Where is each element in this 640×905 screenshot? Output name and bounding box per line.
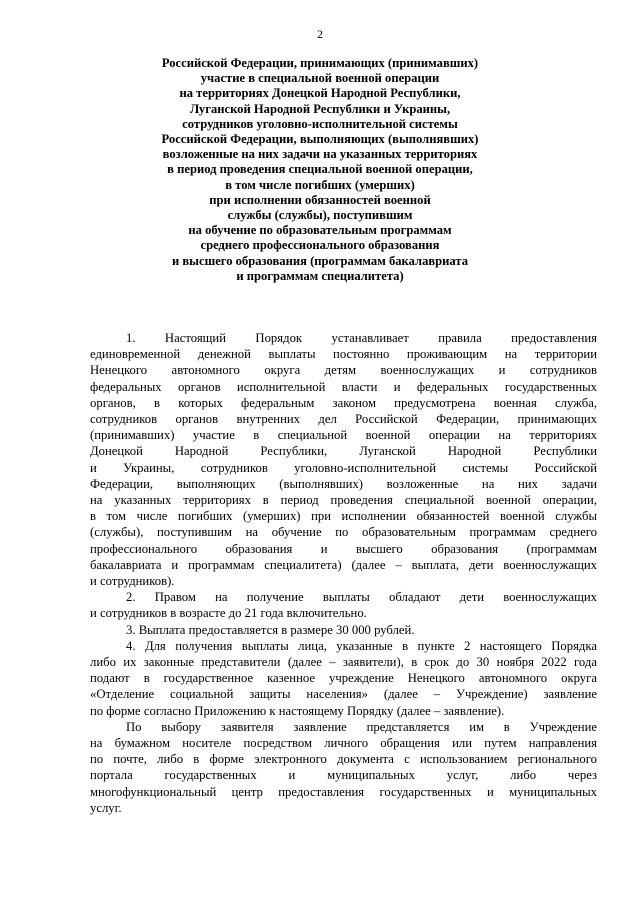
text-line: либо их законные представители (далее – заявители), в срок до 30 ноября 2022 года (90, 655, 597, 670)
text-line: 3. Выплата предоставляется в размере 30 000 рублей. (126, 622, 415, 637)
paragraph-1 (90, 330, 597, 589)
text-line: услуг. (90, 800, 122, 815)
title-line: Российской Федерации, выполняющих (выполнявших) (161, 132, 479, 147)
text-line: на указанных территориях в период проведения специальной военной операции, (90, 493, 597, 508)
text-line: и сотрудников в возрасте до 21 года включительно. (90, 606, 367, 621)
paragraph-3 (90, 622, 597, 638)
text-line: и сотрудников). (90, 574, 175, 589)
text-line: По выбору заявителя заявление представляется им в Учреждение (126, 719, 597, 734)
text-line: сотрудников органов внутренних дел Российской Федерации, принимающих (90, 412, 597, 427)
text-line: Ненецкого автономного округа детям военнослужащих и сотрудников (90, 363, 597, 378)
text-line: (принимавших) участие в специальной военной операции на территориях (90, 428, 597, 443)
title-line: на обучение по образовательным программам (188, 223, 452, 238)
title-line: и высшего образования (программам бакалавриата (171, 253, 469, 268)
text-line: бакалавриата и программам специалитета) (далее – выплата, дети военнослужащих (90, 557, 597, 572)
text-line: по почте, либо в форме электронного документа с использованием регионального (90, 752, 597, 767)
title-line: Российской Федерации, принимающих (принимавших) (161, 56, 479, 70)
title-line: и программам специалитета) (236, 268, 404, 283)
text-line: в том числе погибших (умерших) при исполнении обязанностей военной службы (90, 509, 597, 524)
text-line: многофункциональный центр предоставления государственных и муниципальных (90, 784, 597, 799)
text-line: 1. Настоящий Порядок устанавливает правила предоставления (126, 331, 597, 345)
text-line: Федерации, выполняющих (выполнявших) возложенные на них задачи (90, 476, 597, 491)
title-line: в период проведения специальной военной операции, (167, 162, 473, 177)
title-line: при исполнении обязанностей военной (209, 192, 431, 207)
paragraph-4 (90, 638, 597, 719)
title-line: на территориях Донецкой Народной Республики, (179, 86, 461, 101)
text-line: (службы), поступившим на обучение по образовательным программам среднего (90, 525, 597, 540)
title-line: сотрудников уголовно-исполнительной системы (182, 116, 458, 131)
document-title (120, 56, 520, 284)
text-line: профессионального образования и высшего образования (программам (90, 541, 597, 556)
text-line: подают в государственное казенное учреждение Ненецкого автономного округа (90, 671, 597, 686)
text-line: Донецкой Народной Республики, Луганской Народной Республики (90, 444, 597, 459)
text-line: портала государственных и муниципальных услуг, либо через (90, 768, 597, 783)
text-line: органов, в которых федеральным законом предусмотрена военная служба, (90, 395, 597, 410)
title-line: Луганской Народной Республики и Украины, (189, 101, 451, 116)
text-line: и Украины, сотрудников уголовно-исполнительной системы Российской (90, 460, 597, 475)
title-line: участие в специальной военной операции (200, 71, 440, 86)
paragraph-2 (90, 589, 597, 621)
text-line: единовременной денежной выплаты постоянно проживающим на территории (90, 347, 597, 362)
text-line: на бумажном носителе посредством личного обращения или путем направления (90, 736, 597, 751)
text-line: по форме согласно Приложению к настоящему Порядку (далее – заявление). (90, 703, 505, 718)
title-line: в том числе погибших (умерших) (225, 177, 415, 192)
text-line: «Отделение социальной защиты населения» (далее – Учреждение) заявление (90, 687, 597, 702)
text-line: 4. Для получения выплаты лица, указанные в пункте 2 настоящего Порядка (126, 638, 597, 653)
title-line: службы (службы), поступившим (227, 208, 413, 223)
text-line: 2. Правом на получение выплаты обладают дети военнослужащих (126, 590, 597, 605)
document-body (90, 330, 597, 816)
title-line: возложенные на них задачи на указанных территориях (162, 147, 478, 162)
paragraph-5 (90, 719, 597, 816)
page-number: 2 (317, 27, 323, 41)
text-line: федеральных органов исполнительной власти и федеральных государственных (90, 379, 597, 394)
title-line: среднего профессионального образования (200, 238, 440, 253)
